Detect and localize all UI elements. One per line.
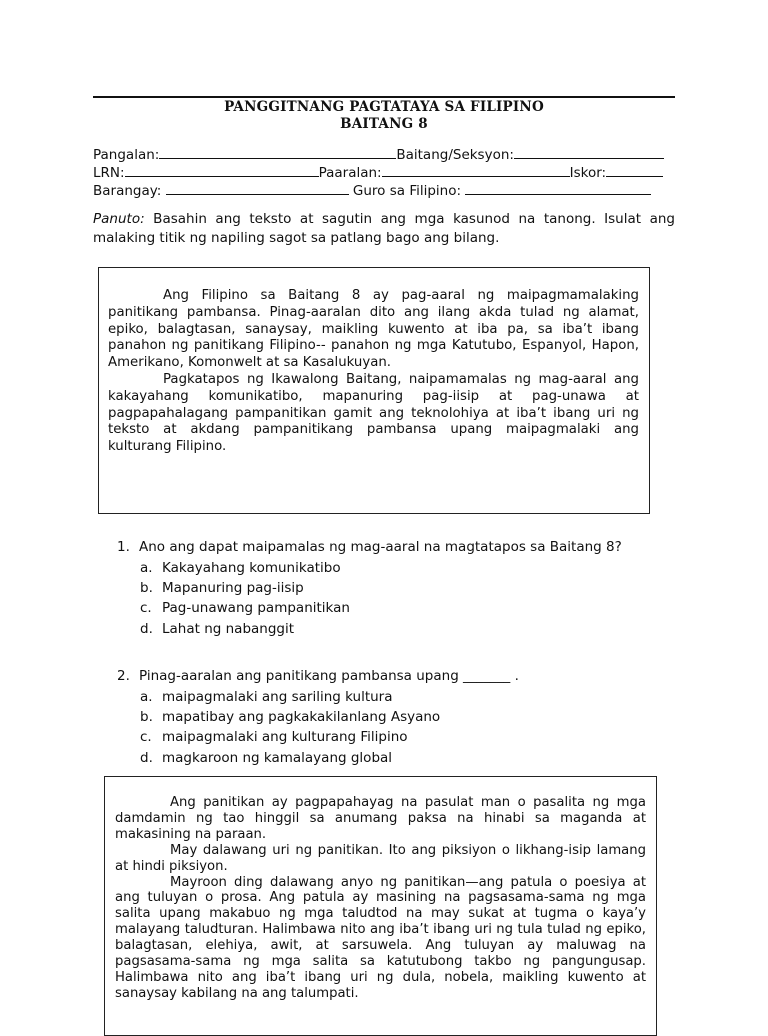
score-label: Iskor: [569,165,607,181]
school-blank[interactable] [382,163,570,177]
passage-2-paragraph: Mayroon ding dalawang anyo ng panitikan—ang patula o poesiya at ang tuluyan o prosa. Ang patula ay masining na pagsasama-sama ng mga salita upang makabuo ng mga taludtod na may sukat at tugma o kaya’y malayang taludturan. Halimbawa nito ang iba’t ibang uri ng tula tulad ng epiko, balagtasan, elehiya, awit, at sarsuwela. Ang tuluyan ay maluwag na pagsasama-sama ng mga salita sa katutubong takbo ng pangungusap. Halimbawa nito ang iba’t ibang uri ng dula, nobela, maikling kuwento at sanaysay kabilang na ang talumpati. [115,874,646,1001]
teacher-label: Guro sa Filipino: [348,183,466,199]
grade-section-label: Baitang/Seksyon: [396,147,514,163]
directions-label: Panuto: [93,211,145,227]
reading-passage-2 [104,776,657,1036]
reading-passage-1 [98,267,650,514]
lrn-blank[interactable] [125,163,319,177]
student-info-row-3 [93,181,678,200]
choice-d[interactable] [140,619,662,639]
grade-section-blank[interactable] [514,145,664,159]
choice-a[interactable] [140,687,662,707]
choice-d[interactable] [140,748,662,768]
choice-text: Pag-unawang pampanitikan [162,600,350,617]
question-stem: Ano ang dapat maipamalas ng mag-aaral na magtatapos sa Baitang 8? [139,539,622,555]
name-blank[interactable] [159,145,396,159]
passage-1-paragraph: Ang Filipino sa Baitang 8 ay pag-aaral ng maipagmamalaking panitikang pambansa. Pinag-aaralan dito ang ilang akda tulad ng alamat, epiko, balagtasan, sanaysay, maikling kuwento at iba pa, sa iba’t ibang panahon ng panitikang Filipino-- panahon ng mga Katutubo, Espanyol, Hapon, Amerikano, Komonwelt at sa Kasalukuyan. [108,288,639,371]
teacher-blank[interactable] [465,181,651,195]
lrn-label: LRN: [93,165,125,181]
choice-letter: a. [140,689,153,705]
choice-letter: d. [140,620,153,637]
directions [93,210,675,248]
choice-letter: c. [140,729,152,746]
choice-c[interactable] [140,727,662,747]
choice-text: Mapanuring pag-iisip [162,580,304,597]
choice-letter: c. [140,600,152,617]
directions-text: Basahin ang teksto at sagutin ang mga kasunod na tanong. Isulat ang malaking titik ng napiling sagot sa patlang bago ang bilang. [93,211,675,246]
choice-text: maipagmalaki ang sariling kultura [162,689,393,705]
school-label: Paaralan: [318,165,382,181]
barangay-label: Barangay: [93,183,166,199]
choice-text: maipagmalaki ang kulturang Filipino [162,729,408,746]
choice-list [117,687,662,768]
grade-level-title: BAITANG 8 [340,116,428,132]
question-1 [117,538,662,639]
choice-b[interactable] [140,707,662,727]
choice-letter: a. [140,560,153,576]
choice-text: magkaroon ng kamalayang global [162,749,393,766]
passage-2-paragraph: May dalawang uri ng panitikan. Ito ang piksiyon o likhang-isip lamang at hindi piksiyon. [115,842,646,874]
student-info-row-1 [93,145,678,164]
passage-1-paragraph: Pagkatapos ng Ikawalong Baitang, naipamamalas ng mag-aaral ang kakayahang komunikatibo, mapanuring pag-iisip at pag-unawa at pagpapahalagang pampanitikan gamit ang teknolohiya at iba’t ibang uri ng teksto at akdang pampanitikang pambansa upang maipagmalaki ang kulturang Filipino. [108,371,639,455]
choice-text: Kakayahang komunikatibo [162,560,341,576]
passage-2-paragraph: Ang panitikan ay pagpapahayag na pasulat man o pasalita ng mga damdamin ng tao hinggil sa anumang paksa na hinabi sa maganda at makasining na paraan. [115,795,646,842]
question-2 [117,667,662,768]
question-number: 2. [117,668,130,684]
student-info-row-2 [93,163,678,182]
exam-title: PANGGITNANG PAGTATAYA SA FILIPINO [224,99,544,115]
choice-text: Lahat ng nabanggit [162,620,295,637]
choice-text: mapatibay ang pagkakakilanlang Asyano [162,709,441,726]
choice-c[interactable] [140,598,662,618]
choice-letter: b. [140,709,153,726]
name-label: Pangalan: [93,147,160,163]
choice-list [117,558,662,639]
barangay-blank[interactable] [166,181,349,195]
question-number: 1. [117,539,130,555]
choice-letter: b. [140,580,153,597]
header-rule [93,96,675,98]
choice-letter: d. [140,749,153,766]
score-blank[interactable] [606,163,663,177]
choice-b[interactable] [140,578,662,598]
question-stem: Pinag-aaralan ang panitikang pambansa upang _______ . [139,668,519,684]
choice-a[interactable] [140,558,662,578]
